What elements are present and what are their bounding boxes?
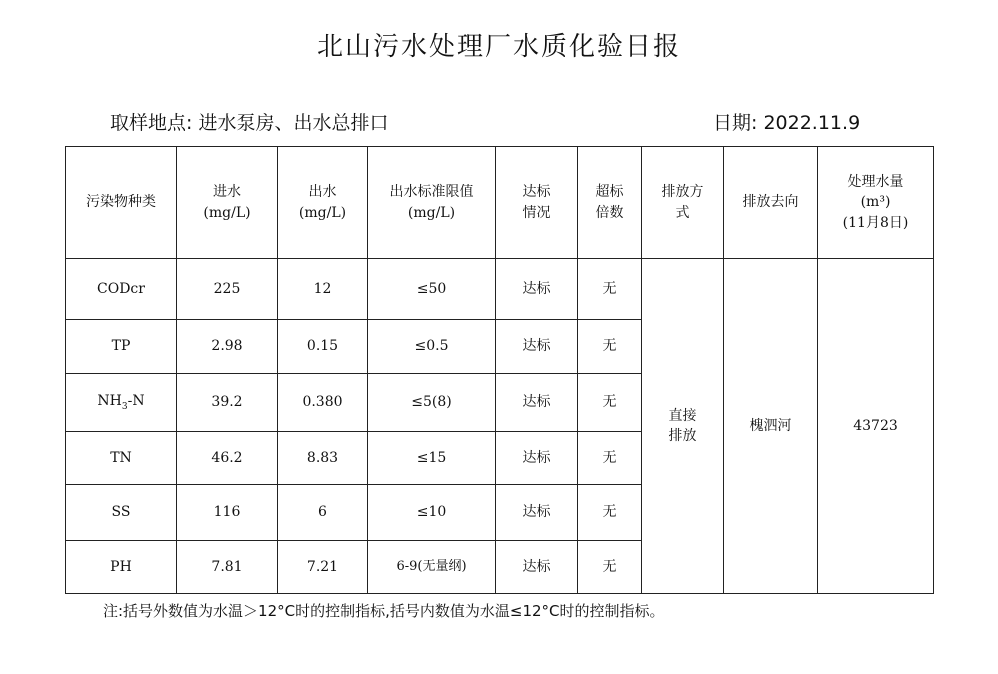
limit-cell: ≤0.5 xyxy=(368,320,496,374)
pollutant-cell: TN xyxy=(66,432,177,485)
header-volume xyxy=(818,147,934,259)
treated-volume-cell: 43723 xyxy=(818,259,934,594)
inflow-cell: 46.2 xyxy=(177,432,278,485)
inflow-cell: 7.81 xyxy=(177,541,278,594)
status-cell: 达标 xyxy=(496,485,578,541)
status-cell: 达标 xyxy=(496,320,578,374)
header-outflow xyxy=(278,147,368,259)
pollutant-tail: -N xyxy=(127,393,145,410)
header-pollutant: 污染物种类 xyxy=(66,147,177,259)
footnote: 注:括号外数值为水温＞12°C时的控制指标,括号内数值为水温≤12°C时的控制指标。 xyxy=(103,602,665,620)
outflow-cell: 6 xyxy=(278,485,368,541)
limit-cell: 6-9(无量纲) xyxy=(368,541,496,594)
header-volume-label: 处理水量 xyxy=(847,174,904,191)
header-limit-label: 出水标准限值 xyxy=(389,184,474,201)
sampling-location-label: 取样地点: xyxy=(110,112,193,134)
discharge-method-line2: 排放 xyxy=(668,428,697,444)
status-cell: 达标 xyxy=(496,259,578,320)
header-volume-unit: (m³) xyxy=(860,194,891,211)
pollutant-cell: CODcr xyxy=(66,259,177,320)
header-inflow-label: 进水 xyxy=(213,184,241,201)
limit-cell: ≤50 xyxy=(368,259,496,320)
pollutant-cell: PH xyxy=(66,541,177,594)
limit-cell: ≤10 xyxy=(368,485,496,541)
header-limit-unit: (mg/L) xyxy=(407,204,456,221)
header-outflow-label: 出水 xyxy=(308,184,337,201)
sampling-location xyxy=(110,108,388,135)
status-cell: 达标 xyxy=(496,541,578,594)
exceed-cell: 无 xyxy=(578,320,642,374)
pollutant-cell: SS xyxy=(66,485,177,541)
table-header-row xyxy=(66,147,934,259)
inflow-cell: 39.2 xyxy=(177,374,278,432)
inflow-cell: 225 xyxy=(177,259,278,320)
header-limit xyxy=(368,147,496,259)
pollutant-cell: TP xyxy=(66,320,177,374)
sampling-location-value: 进水泵房、出水总排口 xyxy=(198,112,389,134)
header-inflow xyxy=(177,147,278,259)
status-cell: 达标 xyxy=(496,374,578,432)
discharge-method-line1: 直接 xyxy=(668,407,697,424)
exceed-cell: 无 xyxy=(578,374,642,432)
header-exceed-line2: 倍数 xyxy=(595,204,624,221)
header-compliance xyxy=(496,147,578,259)
pollutant-main: NH xyxy=(97,393,122,410)
header-exceed-line1: 超标 xyxy=(595,184,624,201)
exceed-cell: 无 xyxy=(578,541,642,594)
exceed-cell: 无 xyxy=(578,259,642,320)
report-date-value: 2022.11.9 xyxy=(763,112,861,134)
header-discharge-method-line2: 式 xyxy=(675,204,690,221)
outflow-cell: 0.15 xyxy=(278,320,368,374)
table-row xyxy=(66,259,934,320)
limit-cell: ≤5(8) xyxy=(368,374,496,432)
report-date-label: 日期: xyxy=(713,112,758,134)
header-outflow-unit: (mg/L) xyxy=(298,204,347,221)
header-volume-date: (11月8日) xyxy=(842,214,909,231)
outflow-cell: 0.380 xyxy=(278,374,368,432)
limit-cell: ≤15 xyxy=(368,432,496,485)
exceed-cell: 无 xyxy=(578,432,642,485)
outflow-cell: 12 xyxy=(278,259,368,320)
discharge-destination-cell: 槐泗河 xyxy=(724,259,818,594)
status-cell: 达标 xyxy=(496,432,578,485)
header-compliance-line1: 达标 xyxy=(522,184,551,201)
report-title: 北山污水处理厂水质化验日报 xyxy=(316,32,681,62)
header-inflow-unit: (mg/L) xyxy=(203,204,251,221)
pollutant-subscript: 3 xyxy=(121,401,128,412)
header-discharge-method xyxy=(642,147,724,259)
exceed-cell: 无 xyxy=(578,485,642,541)
outflow-cell: 8.83 xyxy=(278,432,368,485)
outflow-cell: 7.21 xyxy=(278,541,368,594)
water-quality-table xyxy=(65,146,934,594)
inflow-cell: 2.98 xyxy=(177,320,278,374)
pollutant-cell xyxy=(66,374,177,432)
report-date xyxy=(713,108,860,135)
header-discharge-method-line1: 排放方 xyxy=(661,184,704,201)
header-discharge-destination: 排放去向 xyxy=(724,147,818,259)
header-compliance-line2: 情况 xyxy=(522,204,551,221)
discharge-method-cell xyxy=(642,259,724,594)
inflow-cell: 116 xyxy=(177,485,278,541)
header-exceed xyxy=(578,147,642,259)
